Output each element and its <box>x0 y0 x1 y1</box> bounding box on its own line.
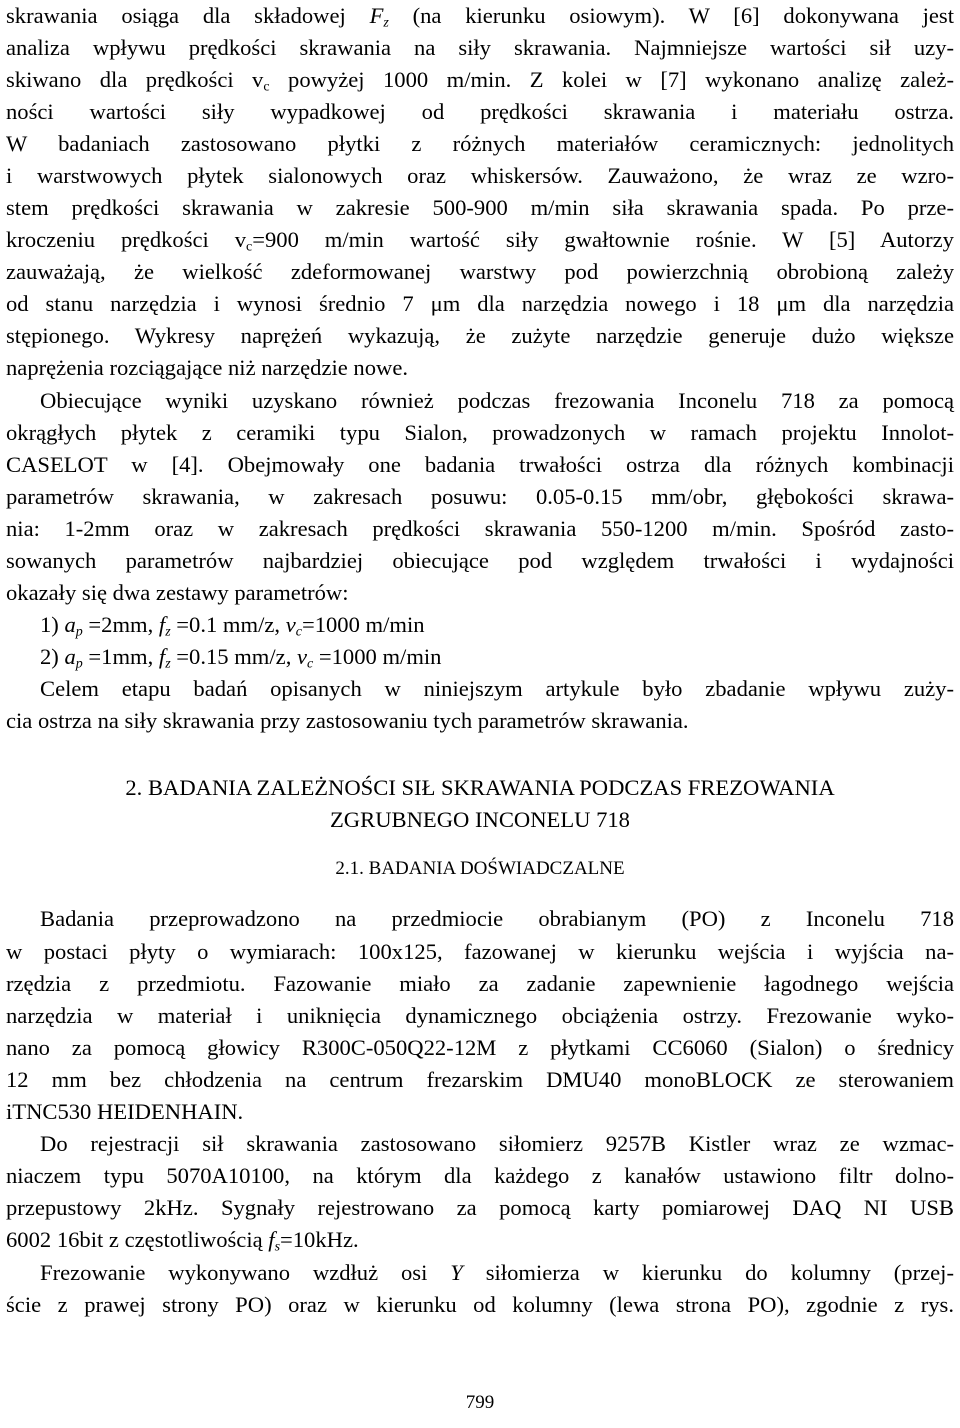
page-number: 799 <box>465 1392 495 1413</box>
text-line: cia ostrza na siły skrawania przy zastosowaniu tych parametrów skrawania. <box>6 708 689 733</box>
text-line: przepustowy 2kHz. Sygnały rejestrowano za pomocą karty pomiarowej DAQ NI USB <box>6 1195 954 1220</box>
text-line: naprężenia rozciągające niż narzędzie nowe. <box>6 355 409 380</box>
list-item: 2) $a_p =1mm$, $f_z =0.15$ mm/z, $v_c =1000$ m/min <box>40 644 442 672</box>
text-line: analiza wpływu prędkości skrawania na siły skrawania. Najmniejsze wartości sił uzy- <box>6 35 954 60</box>
text-line: parametrów skrawania, w zakresach posuwu: 0.05-0.15 mm/obr, głębokości skrawa- <box>6 484 954 509</box>
text-line: nano za pomocą głowicy R300C-050Q22-12M z płytkami CC6060 (Sialon) o średnicy <box>6 1035 954 1060</box>
text-line: 6002 16bit z częstotliwością $f_s=10kHz$. <box>6 1227 359 1255</box>
text-line: skrawania osiąga dla składowej $F_z$ (na kierunku osiowym). W [6] dokonywana jest <box>6 3 954 31</box>
text-line: Badania przeprowadzono na przedmiocie obrabianym (PO) z Inconelu 718 <box>40 906 954 931</box>
text-line: stępionego. Wykresy naprężeń wykazują, że zużyte narzędzie generuje dużo większe <box>6 323 954 348</box>
text-line: Frezowanie wykonywano wzdłuż osi Y siłomierza w kierunku do kolumny (przej- <box>40 1260 954 1285</box>
text-line: iTNC530 HEIDENHAIN. <box>6 1099 244 1124</box>
heading-line: ZGRUBNEGO INCONELU 718 <box>330 807 630 832</box>
text-line: od stanu narzędzia i wynosi średnio 7 μm dla narzędzia nowego i 18 μm dla narzędzia <box>6 291 954 316</box>
text-line: stem prędkości skrawania w zakresie 500-900 m/min siła skrawania spada. Po prze- <box>6 195 954 220</box>
text-line: sowanych parametrów najbardziej obiecujące pod względem trwałości i wydajności <box>6 548 954 573</box>
text-line: okazały się dwa zestawy parametrów: <box>6 580 349 605</box>
text-line: Obiecujące wyniki uzyskano również podczas frezowania Inconelu 718 za pomocą <box>40 388 954 413</box>
text-line: ście z prawej strony PO) oraz w kierunku od kolumny (lewa strona PO), zgodnie z rys. <box>6 1292 954 1317</box>
text-line: 12 mm bez chłodzenia na centrum frezarskim DMU40 monoBLOCK ze sterowaniem <box>6 1067 954 1092</box>
text-line: Do rejestracji sił skrawania zastosowano siłomierz 9257B Kistler wraz ze wzmac- <box>40 1131 954 1156</box>
text-line: ności wartości siły wypadkowej od prędkości skrawania i materiału ostrza. <box>6 99 954 124</box>
heading-line: 2.1. BADANIA DOŚWIADCZALNE <box>335 858 625 879</box>
text-line: skiwano dla prędkości $v_c$ powyżej 1000 m/min. Z kolei w [7] wykonano analizę zależ- <box>6 67 954 95</box>
text-line: kroczeniu prędkości $v_c=900$ m/min wartość siły gwałtownie rośnie. W [5] Autorzy <box>6 227 954 255</box>
text-line: i warstwowych płytek sialonowych oraz whiskersów. Zauważono, że wraz ze wzro- <box>6 163 954 188</box>
text-line: CASELOT w [4]. Obejmowały one badania trwałości ostrza dla różnych kombinacji <box>6 452 954 477</box>
list-item: 1) $a_p =2mm$, $f_z =0.1$ mm/z, $v_c=1000$ m/min <box>40 612 425 640</box>
text-line: rzędzia z przedmiotu. Fazowanie miało za zadanie zapewnienie łagodnego wejścia <box>6 971 954 996</box>
text-line: nia: 1-2mm oraz w zakresach prędkości skrawania 550-1200 m/min. Spośród zasto- <box>6 516 954 541</box>
text-line: okrągłych płytek z ceramiki typu Sialon, prowadzonych w ramach projektu Innolot- <box>6 420 954 445</box>
text-line: Celem etapu badań opisanych w niniejszym artykule było zbadanie wpływu zuży- <box>40 676 954 701</box>
text-line: W badaniach zastosowano płytki z różnych materiałów ceramicznych: jednolitych <box>6 131 954 156</box>
text-line: zauważają, że wielkość zdeformowanej warstwy pod powierzchnią obrobioną zależy <box>6 259 954 284</box>
heading-line: 2. BADANIA ZALEŻNOŚCI SIŁ SKRAWANIA PODCZAS FREZOWANIA <box>125 775 835 800</box>
text-line: niaczem typu 5070A10100, na którym dla każdego z kanałów ustawiono filtr dolno- <box>6 1163 954 1188</box>
text-line: narzędzia w materiał i uniknięcia dynamicznego obciążenia ostrzy. Frezowanie wyko- <box>6 1003 954 1028</box>
text-line: w postaci płyty o wymiarach: 100x125, fazowanej w kierunku wejścia i wyjścia na- <box>6 939 954 964</box>
